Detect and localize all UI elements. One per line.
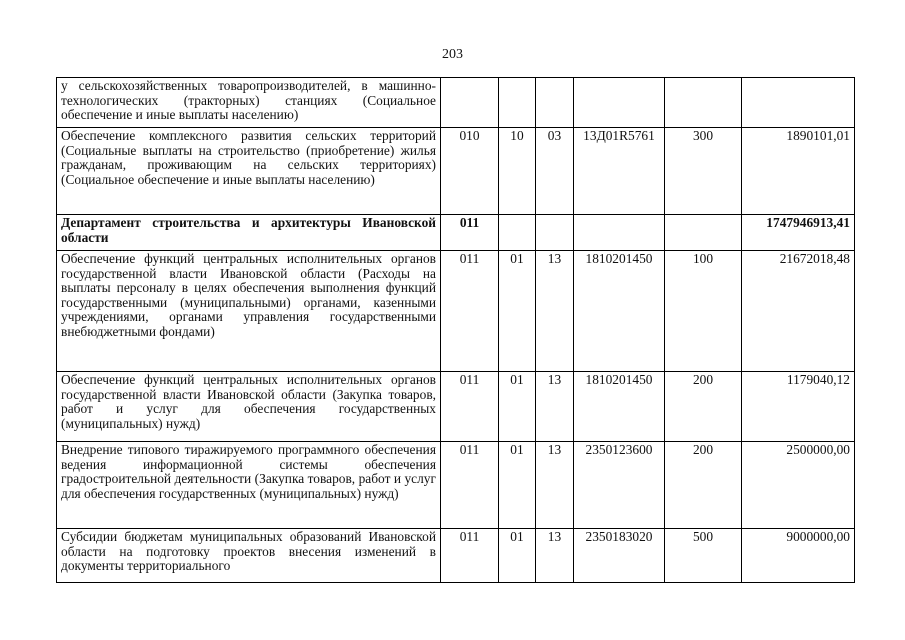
amount: 9000000,00 (742, 529, 855, 583)
expense-type-code: 200 (665, 372, 742, 442)
expense-type-code: 100 (665, 251, 742, 372)
subsection-code (536, 78, 574, 128)
expense-type-code: 300 (665, 128, 742, 215)
section-code: 01 (499, 251, 536, 372)
target-code: 13Д01R5761 (574, 128, 665, 215)
admin-code: 010 (441, 128, 499, 215)
subsection-code: 13 (536, 251, 574, 372)
subsection-code: 13 (536, 529, 574, 583)
expense-type-code: 200 (665, 442, 742, 529)
row-name: Субсидии бюджетам муниципальных образований Ивановской области на подготовку проектов внесения изменений в документы территориального (57, 529, 441, 583)
target-code: 1810201450 (574, 251, 665, 372)
target-code: 2350123600 (574, 442, 665, 529)
table-row (57, 529, 855, 583)
section-code: 10 (499, 128, 536, 215)
amount (742, 78, 855, 128)
amount: 21672018,48 (742, 251, 855, 372)
table-row (57, 128, 855, 215)
admin-code: 011 (441, 442, 499, 529)
table-row (57, 372, 855, 442)
section-code (499, 215, 536, 251)
table-row (57, 442, 855, 529)
subsection-code (536, 215, 574, 251)
table-row-department (57, 215, 855, 251)
page-number: 203 (442, 47, 463, 62)
section-code: 01 (499, 372, 536, 442)
admin-code: 011 (441, 251, 499, 372)
target-code: 1810201450 (574, 372, 665, 442)
amount: 1890101,01 (742, 128, 855, 215)
admin-code: 011 (441, 529, 499, 583)
admin-code: 011 (441, 215, 499, 251)
table-row (57, 251, 855, 372)
subsection-code: 13 (536, 372, 574, 442)
table-row (57, 78, 855, 128)
row-name: Внедрение типового тиражируемого программного обеспечения ведения информационной системы обеспечения градостроительной деятельности (Закупка товаров, работ и услуг для обеспечения государственных (муниципальных) нужд) (57, 442, 441, 529)
row-name: Обеспечение функций центральных исполнительных органов государственной власти Ивановской области (Расходы на выплаты персоналу в целях обеспечения выполнения функций государственными (муниципальными) органами, казенными учреждениями, органами управления государственными внебюджетными фондами) (57, 251, 441, 372)
expense-type-code (665, 78, 742, 128)
section-code: 01 (499, 442, 536, 529)
amount: 1747946913,41 (742, 215, 855, 251)
section-code: 01 (499, 529, 536, 583)
target-code (574, 215, 665, 251)
target-code (574, 78, 665, 128)
budget-table (56, 77, 855, 583)
subsection-code: 13 (536, 442, 574, 529)
amount: 1179040,12 (742, 372, 855, 442)
admin-code: 011 (441, 372, 499, 442)
section-code (499, 78, 536, 128)
amount: 2500000,00 (742, 442, 855, 529)
row-name: Обеспечение функций центральных исполнительных органов государственной власти Ивановской области (Закупка товаров, работ и услуг для обеспечения государственных (муниципальных) нужд) (57, 372, 441, 442)
row-name: Департамент строительства и архитектуры Ивановской области (57, 215, 441, 251)
expense-type-code: 500 (665, 529, 742, 583)
admin-code (441, 78, 499, 128)
target-code: 2350183020 (574, 529, 665, 583)
row-name: у сельскохозяйственных товаропроизводителей, в машинно-технологических (тракторных) станциях (Социальное обеспечение и иные выплаты населению) (57, 78, 441, 128)
row-name: Обеспечение комплексного развития сельских территорий (Социальные выплаты на строительство (приобретение) жилья гражданам, проживающим на сельских территориях) (Социальное обеспечение и иные выплаты населению) (57, 128, 441, 215)
subsection-code: 03 (536, 128, 574, 215)
expense-type-code (665, 215, 742, 251)
